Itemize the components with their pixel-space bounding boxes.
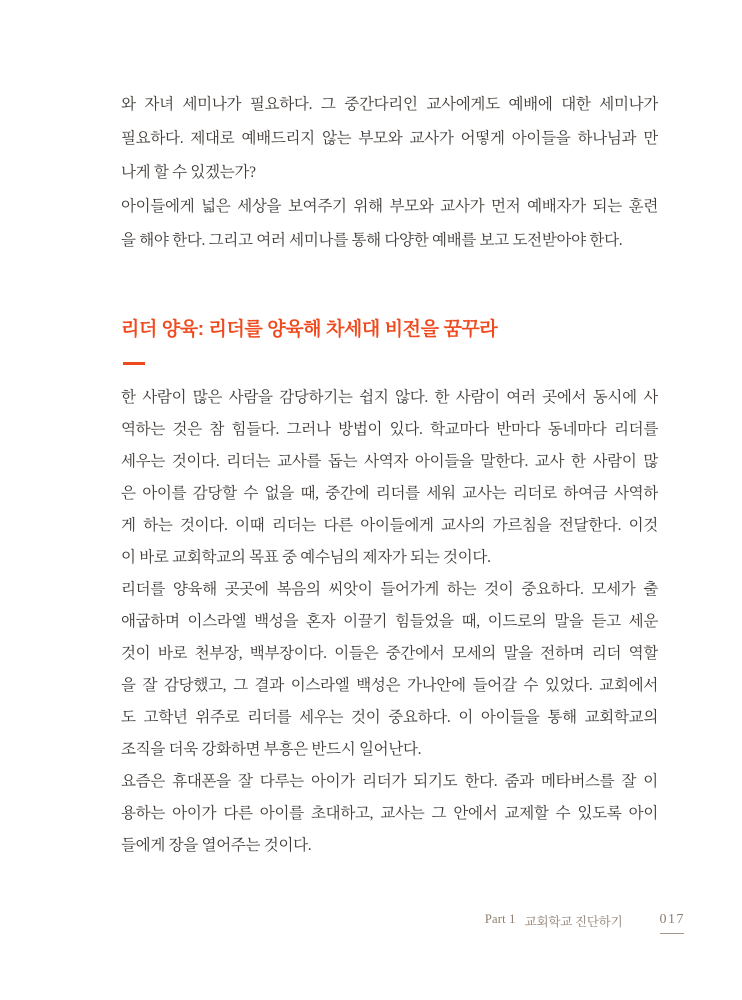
text-line: 을 해야 한다. 그리고 여러 세미나를 통해 다양한 예배를 보고 도전받아야 한다. (121, 232, 623, 249)
page-number (660, 912, 686, 934)
text-line: 나게 할 수 있겠는가? (121, 164, 256, 181)
text-line: 도 고학년 위주로 리더를 세우는 것이 중요하다. 이 아이들을 통해 교회학교의 (121, 709, 658, 726)
section-body-paragraphs (121, 382, 658, 862)
text-line: 아이들에게 넓은 세상을 보여주기 위해 부모와 교사가 먼저 예배자가 되는 훈련 (121, 198, 658, 215)
text-line: 세우는 것이다. 리더는 교사를 돕는 사역자 아이들을 말한다. 교사 한 사람이 많 (121, 453, 658, 470)
text-line: 은 아이를 감당할 수 없을 때, 중간에 리더를 세워 교사는 리더로 하여금 사역하 (121, 485, 658, 502)
footer-chapter-title: 교회학교 진단하기 (524, 915, 623, 929)
text-line: 들에게 장을 열어주는 것이다. (121, 837, 312, 854)
page-number-underline (660, 933, 684, 934)
footer-part-label: Part 1 (484, 912, 516, 926)
text-line: 용하는 아이가 다른 아이를 초대하고, 교사는 그 안에서 교제할 수 있도록 아이 (121, 805, 658, 822)
text-line: 을 잘 감당했고, 그 결과 이스라엘 백성은 가나안에 들어갈 수 있었다. 교회에서 (121, 677, 658, 694)
heading-underline-dash (123, 362, 145, 365)
text-line: 이 바로 교회학교의 목표 중 예수님의 제자가 되는 것이다. (121, 549, 491, 566)
text-line: 게 하는 것이다. 이때 리더는 다른 아이들에게 교사의 가르침을 전달한다. 이것 (121, 517, 658, 534)
text-line: 요즘은 휴대폰을 잘 다루는 아이가 리더가 되기도 한다. 줌과 메타버스를 잘 이 (121, 773, 658, 790)
text-line: 리더를 양육해 곳곳에 복음의 씨앗이 들어가게 하는 것이 중요하다. 모세가 출 (121, 581, 658, 598)
text-line: 와 자녀 세미나가 필요하다. 그 중간다리인 교사에게도 예배에 대한 세미나가 (121, 96, 658, 113)
page-footer (485, 912, 685, 934)
intro-paragraphs (121, 88, 658, 258)
text-line: 한 사람이 많은 사람을 감당하기는 쉽지 않다. 한 사람이 여러 곳에서 동시에 사 (121, 389, 658, 406)
text-line: 필요하다. 제대로 예배드리지 않는 부모와 교사가 어떻게 아이들을 하나님과 만 (121, 130, 658, 147)
text-line: 역하는 것은 참 힘들다. 그러나 방법이 있다. 학교마다 반마다 동네마다 리더를 (121, 421, 658, 438)
text-line: 것이 바로 천부장, 백부장이다. 이들은 중간에서 모세의 말을 전하며 리더 역할 (121, 645, 658, 662)
text-line: 조직을 더욱 강화하면 부흥은 반드시 일어난다. (121, 741, 422, 758)
text-line: 애굽하며 이스라엘 백성을 혼자 이끌기 힘들었을 때, 이드로의 말을 듣고 세운 (121, 613, 658, 630)
page-number-value: 017 (659, 912, 685, 927)
section-heading: 리더 양육: 리더를 양육해 차세대 비전을 꿈꾸라 (121, 319, 498, 340)
